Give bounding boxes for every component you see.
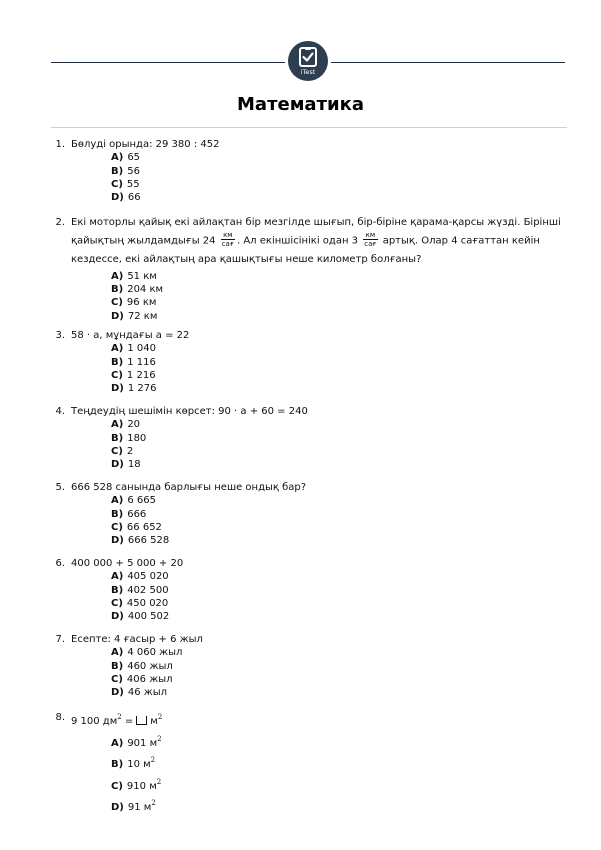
option-text: 901 м bbox=[127, 737, 158, 749]
question-text: 58 · а, мұндағы а = 22 bbox=[71, 330, 190, 341]
answer-option-b[interactable] bbox=[111, 660, 567, 673]
answer-option-b[interactable] bbox=[111, 432, 567, 445]
answer-option-c[interactable] bbox=[111, 774, 567, 796]
option-letter: C) bbox=[111, 297, 123, 309]
page-title: Математика bbox=[237, 94, 364, 115]
header-divider-left bbox=[51, 62, 285, 63]
option-text: 18 bbox=[127, 459, 141, 471]
answer-options bbox=[111, 646, 567, 699]
option-letter: A) bbox=[111, 647, 124, 659]
logo-text: iTest bbox=[300, 68, 316, 76]
option-letter: C) bbox=[111, 179, 123, 191]
answer-option-d[interactable] bbox=[111, 795, 567, 817]
option-letter: D) bbox=[111, 459, 124, 471]
fraction-denominator: сағ bbox=[221, 240, 234, 248]
question-text-part: м bbox=[150, 716, 158, 727]
question-3 bbox=[51, 329, 567, 396]
option-text: 1 040 bbox=[127, 343, 156, 355]
option-letter: D) bbox=[111, 310, 124, 322]
option-text: 666 bbox=[127, 508, 147, 520]
option-text: 66 652 bbox=[126, 522, 162, 534]
answer-option-d[interactable] bbox=[111, 458, 567, 471]
title-divider bbox=[51, 127, 567, 128]
answer-options bbox=[111, 418, 567, 471]
option-text: 20 bbox=[127, 419, 141, 431]
option-text: 400 502 bbox=[127, 611, 170, 623]
option-text: 55 bbox=[126, 179, 140, 191]
answer-option-b[interactable] bbox=[111, 283, 567, 296]
question-number: 8. bbox=[55, 712, 65, 723]
option-text: 6 665 bbox=[127, 495, 156, 507]
question-number: 7. bbox=[55, 634, 65, 645]
answer-options bbox=[111, 151, 567, 204]
option-text: 96 км bbox=[126, 297, 157, 309]
option-letter: A) bbox=[111, 737, 124, 749]
question-text-part: = bbox=[121, 716, 134, 727]
question-8 bbox=[51, 709, 567, 817]
question-text-part: Екі моторлы қайық екі айлақтан бір мезгілде шығып, бір-біріне қарама-қарсы жүзді. Бірінші қайықтың жылдамдығы 24 bbox=[71, 217, 561, 247]
answer-options bbox=[111, 494, 567, 547]
option-text: 406 жыл bbox=[126, 674, 173, 686]
option-letter: A) bbox=[111, 152, 124, 164]
option-text: 56 bbox=[127, 165, 140, 177]
answer-option-a[interactable] bbox=[111, 151, 567, 164]
answer-option-a[interactable] bbox=[111, 646, 567, 659]
answer-option-b[interactable] bbox=[111, 584, 567, 597]
answer-blank-box bbox=[136, 716, 147, 725]
question-text: Есепте: 4 ғасыр + 6 жыл bbox=[71, 634, 203, 645]
answer-option-c[interactable] bbox=[111, 597, 567, 610]
answer-option-a[interactable] bbox=[111, 494, 567, 507]
option-letter: D) bbox=[111, 611, 124, 623]
option-letter: B) bbox=[111, 759, 124, 770]
answer-option-d[interactable] bbox=[111, 310, 567, 323]
option-letter: A) bbox=[111, 571, 124, 583]
answer-option-d[interactable] bbox=[111, 610, 567, 623]
option-text: 1 216 bbox=[126, 370, 156, 382]
answer-options bbox=[111, 570, 567, 623]
question-text: 400 000 + 5 000 + 20 bbox=[71, 558, 184, 569]
exponent: 2 bbox=[150, 756, 156, 764]
option-letter: D) bbox=[111, 383, 124, 395]
exponent: 2 bbox=[156, 777, 162, 786]
question-1 bbox=[51, 138, 567, 205]
option-text: 204 км bbox=[127, 283, 164, 295]
question-number: 5. bbox=[55, 482, 65, 493]
option-text: 1 276 bbox=[127, 383, 157, 395]
checklist-icon bbox=[299, 47, 317, 67]
option-letter: C) bbox=[111, 522, 123, 534]
fraction-numerator: км bbox=[221, 231, 235, 240]
option-text: 180 bbox=[127, 432, 147, 444]
option-letter: B) bbox=[111, 165, 124, 177]
question-text: Теңдеудің шешімін көрсет: 90 · а + 60 = 240 bbox=[71, 406, 308, 417]
answer-option-a[interactable] bbox=[111, 270, 567, 283]
option-letter: B) bbox=[111, 660, 124, 672]
option-text: 910 м bbox=[126, 780, 157, 792]
option-text: 91 м bbox=[127, 802, 152, 813]
option-letter: A) bbox=[111, 495, 124, 507]
question-number: 2. bbox=[55, 217, 65, 228]
answer-option-d[interactable] bbox=[111, 686, 567, 699]
answer-option-b[interactable] bbox=[111, 508, 567, 521]
question-7 bbox=[51, 633, 567, 700]
option-letter: B) bbox=[111, 356, 124, 368]
option-letter: A) bbox=[111, 419, 124, 431]
answer-option-b[interactable] bbox=[111, 752, 567, 774]
answer-option-c[interactable] bbox=[111, 296, 567, 309]
option-letter: C) bbox=[111, 370, 123, 382]
option-text: 2 bbox=[126, 446, 134, 458]
option-letter: B) bbox=[111, 584, 124, 596]
itest-logo bbox=[288, 41, 328, 81]
answer-option-b[interactable] bbox=[111, 165, 567, 178]
option-text: 405 020 bbox=[127, 571, 169, 583]
question-text: Бөлуді орында: 29 380 : 452 bbox=[71, 139, 220, 150]
unit-fraction bbox=[221, 231, 235, 248]
answer-option-d[interactable] bbox=[111, 534, 567, 547]
answer-option-a[interactable] bbox=[111, 418, 567, 431]
question-number: 6. bbox=[55, 558, 65, 569]
answer-option-d[interactable] bbox=[111, 382, 567, 395]
option-letter: A) bbox=[111, 270, 124, 282]
option-letter: B) bbox=[111, 432, 124, 444]
option-letter: A) bbox=[111, 343, 124, 355]
question-text bbox=[71, 709, 567, 731]
fraction-denominator: сағ bbox=[364, 240, 377, 248]
option-letter: B) bbox=[111, 283, 124, 295]
option-text: 10 м bbox=[127, 759, 151, 770]
option-text: 4 060 жыл bbox=[127, 647, 183, 659]
answer-option-b[interactable] bbox=[111, 356, 567, 369]
answer-option-c[interactable] bbox=[111, 521, 567, 534]
exponent: 2 bbox=[117, 713, 122, 721]
question-text: 666 528 санында барлығы неше ондық бар? bbox=[71, 482, 307, 493]
option-letter: C) bbox=[111, 598, 123, 610]
exponent: 2 bbox=[157, 713, 163, 721]
option-text: 666 528 bbox=[127, 535, 170, 547]
option-letter: D) bbox=[111, 687, 124, 699]
question-2 bbox=[51, 214, 567, 323]
question-4 bbox=[51, 405, 567, 472]
answer-option-c[interactable] bbox=[111, 178, 567, 191]
question-text bbox=[71, 214, 567, 269]
answer-options bbox=[111, 270, 567, 323]
option-letter: D) bbox=[111, 535, 124, 547]
question-6 bbox=[51, 557, 567, 624]
answer-option-a[interactable] bbox=[111, 731, 567, 753]
question-text-part: 9 100 дм bbox=[71, 716, 118, 727]
answer-option-d[interactable] bbox=[111, 191, 567, 204]
question-5 bbox=[51, 481, 567, 548]
option-text: 1 116 bbox=[127, 356, 156, 368]
option-text: 72 км bbox=[127, 310, 158, 322]
exponent: 2 bbox=[157, 734, 162, 743]
option-text: 65 bbox=[127, 152, 141, 164]
option-letter: C) bbox=[111, 674, 123, 686]
option-text: 460 жыл bbox=[127, 660, 173, 672]
option-text: 46 жыл bbox=[127, 687, 168, 699]
option-text: 402 500 bbox=[127, 584, 169, 596]
question-text-part: артық. Олар 4 сағаттан кейін кездессе, екі айлақтың ара қашықтығы неше километр болғаны? bbox=[71, 235, 540, 265]
option-text: 51 км bbox=[127, 270, 157, 282]
answer-options bbox=[111, 342, 567, 395]
question-number: 3. bbox=[55, 330, 65, 341]
answer-option-a[interactable] bbox=[111, 570, 567, 583]
question-text-part: . Ал екіншісінікі одан 3 bbox=[236, 235, 359, 247]
option-letter: D) bbox=[111, 802, 124, 813]
option-letter: B) bbox=[111, 508, 124, 520]
exponent: 2 bbox=[151, 799, 156, 807]
question-number: 1. bbox=[55, 139, 65, 150]
option-text: 450 020 bbox=[126, 598, 169, 610]
answer-option-a[interactable] bbox=[111, 342, 567, 355]
fraction-numerator: км bbox=[363, 231, 377, 240]
option-letter: C) bbox=[111, 780, 123, 792]
option-letter: D) bbox=[111, 192, 124, 204]
answer-option-c[interactable] bbox=[111, 445, 567, 458]
header-divider-right bbox=[331, 62, 565, 63]
answer-options bbox=[111, 731, 567, 817]
unit-fraction bbox=[363, 231, 377, 248]
option-letter: C) bbox=[111, 446, 123, 458]
option-text: 66 bbox=[127, 192, 141, 204]
answer-option-c[interactable] bbox=[111, 369, 567, 382]
question-number: 4. bbox=[55, 406, 65, 417]
answer-option-c[interactable] bbox=[111, 673, 567, 686]
